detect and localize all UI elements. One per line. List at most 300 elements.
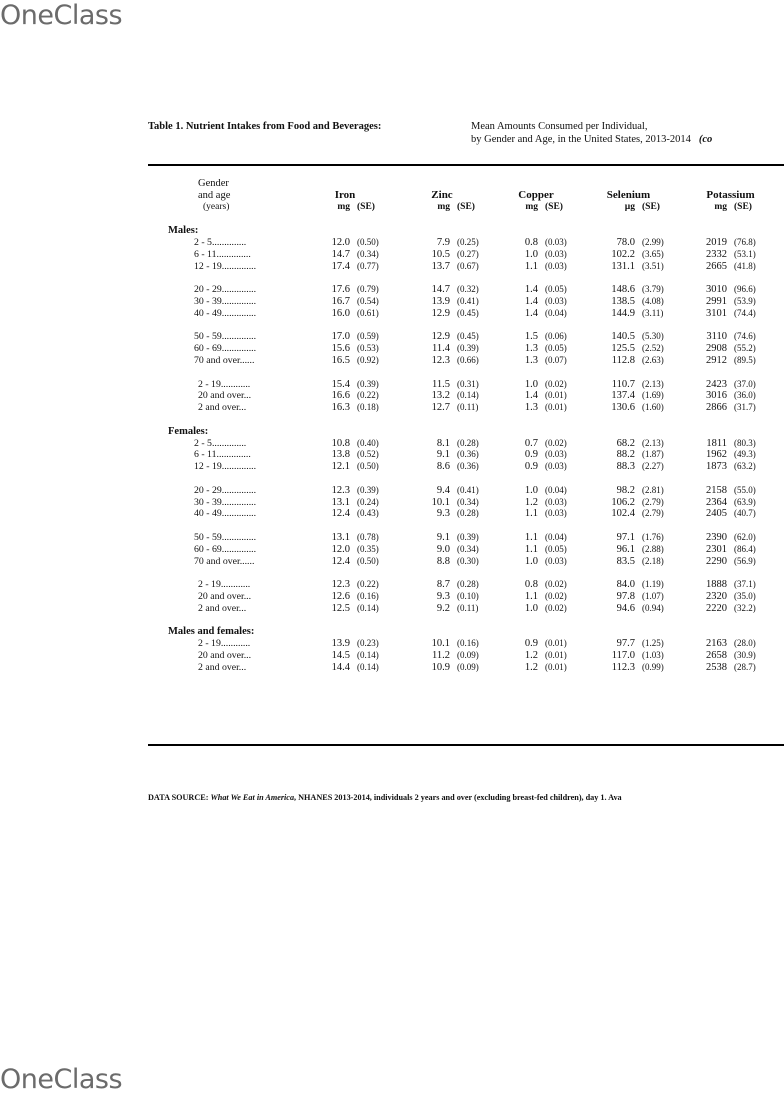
table-row <box>148 591 784 603</box>
se-cell: (37.0) <box>734 378 756 389</box>
value-cell: 13.1 <box>331 496 350 508</box>
se-cell: (0.02) <box>545 437 567 448</box>
se-cell: (80.3) <box>734 437 756 448</box>
value-cell: 1.1 <box>524 508 538 520</box>
se-cell: (0.16) <box>457 638 479 649</box>
table-row <box>148 237 784 249</box>
se-cell: (0.94) <box>642 602 664 613</box>
spacer-row <box>148 567 784 579</box>
se-cell: (0.03) <box>545 449 567 460</box>
value-cell: 14.7 <box>331 248 350 260</box>
se-cell: (0.03) <box>545 496 567 507</box>
se-cell: (0.03) <box>545 508 567 519</box>
se-cell: (74.6) <box>734 331 756 342</box>
value-cell: 1.2 <box>524 496 538 508</box>
se-cell: (0.24) <box>357 496 379 507</box>
age-label: 40 - 49.............. <box>194 508 257 520</box>
se-cell: (0.02) <box>545 590 567 601</box>
value-cell: 9.1 <box>436 531 450 543</box>
value-cell: 2390 <box>706 531 727 543</box>
value-cell: 148.6 <box>611 284 635 296</box>
value-cell: 0.7 <box>524 437 538 449</box>
age-label: 20 and over... <box>198 590 252 602</box>
value-cell: 2320 <box>706 590 727 602</box>
footer-source: What We Eat in America <box>210 793 295 802</box>
value-cell: 2538 <box>706 661 727 673</box>
value-cell: 88.2 <box>616 449 635 461</box>
age-label: 2 - 5.............. <box>194 236 247 248</box>
se-cell: (0.35) <box>357 543 379 554</box>
header-copper: Copper <box>518 188 554 201</box>
value-cell: 1.4 <box>524 307 538 319</box>
value-cell: 83.5 <box>616 555 635 567</box>
value-cell: 8.1 <box>436 437 450 449</box>
section-header-row <box>148 426 784 438</box>
header-se: (SE) <box>734 201 752 212</box>
value-cell: 112.8 <box>611 354 635 366</box>
value-cell: 12.4 <box>331 508 350 520</box>
se-cell: (0.01) <box>545 649 567 660</box>
table-row <box>148 650 784 662</box>
age-label: 12 - 19.............. <box>194 260 257 272</box>
se-cell: (0.01) <box>545 638 567 649</box>
value-cell: 9.4 <box>436 484 450 496</box>
value-cell: 15.6 <box>331 343 350 355</box>
oneclass-logo-top: OneClass <box>0 0 123 31</box>
table-row <box>148 308 784 320</box>
value-cell: 130.6 <box>611 402 635 414</box>
value-cell: 10.1 <box>431 496 450 508</box>
table-title-line2-text: by Gender and Age, in the United States, 2013-2014 <box>471 134 691 145</box>
section-label: Females: <box>168 425 209 437</box>
table-row <box>148 508 784 520</box>
value-cell: 2019 <box>706 236 727 248</box>
se-cell: (56.9) <box>734 555 756 566</box>
se-cell: (0.01) <box>545 390 567 401</box>
value-cell: 1.3 <box>524 402 538 414</box>
bottom-rule <box>148 744 784 746</box>
se-cell: (55.2) <box>734 343 756 354</box>
value-cell: 1.0 <box>524 248 538 260</box>
value-cell: 2912 <box>706 354 727 366</box>
se-cell: (0.22) <box>357 579 379 590</box>
se-cell: (2.63) <box>642 354 664 365</box>
value-cell: 13.9 <box>331 638 350 650</box>
se-cell: (0.36) <box>457 449 479 460</box>
age-label: 2 - 19............ <box>198 638 251 650</box>
value-cell: 12.3 <box>331 579 350 591</box>
se-cell: (37.1) <box>734 579 756 590</box>
se-cell: (0.39) <box>357 378 379 389</box>
se-cell: (74.4) <box>734 307 756 318</box>
se-cell: (0.41) <box>457 484 479 495</box>
value-cell: 112.3 <box>611 661 635 673</box>
value-cell: 2332 <box>706 248 727 260</box>
value-cell: 9.2 <box>436 602 450 614</box>
se-cell: (0.22) <box>357 390 379 401</box>
age-label: 60 - 69.............. <box>194 543 257 555</box>
se-cell: (0.50) <box>357 236 379 247</box>
table-row <box>148 579 784 591</box>
se-cell: (0.99) <box>642 661 664 672</box>
table-body <box>148 213 784 685</box>
se-cell: (0.28) <box>457 579 479 590</box>
spacer-row <box>148 367 784 379</box>
table-row <box>148 603 784 615</box>
se-cell: (2.99) <box>642 236 664 247</box>
value-cell: 14.7 <box>431 284 450 296</box>
table-row <box>148 249 784 261</box>
spacer-row <box>148 614 784 626</box>
se-cell: (0.59) <box>357 331 379 342</box>
table-row <box>148 261 784 273</box>
value-cell: 12.1 <box>331 461 350 473</box>
se-cell: (0.18) <box>357 402 379 413</box>
value-cell: 2163 <box>706 638 727 650</box>
se-cell: (0.07) <box>545 354 567 365</box>
header-iron: Iron <box>334 188 356 201</box>
value-cell: 97.1 <box>616 531 635 543</box>
value-cell: 2158 <box>706 484 727 496</box>
spacer-row <box>148 320 784 332</box>
se-cell: (96.6) <box>734 284 756 295</box>
se-cell: (0.10) <box>457 590 479 601</box>
table-row <box>148 343 784 355</box>
value-cell: 16.3 <box>331 402 350 414</box>
se-cell: (5.30) <box>642 331 664 342</box>
section-header-row <box>148 626 784 638</box>
se-cell: (0.52) <box>357 449 379 460</box>
value-cell: 131.1 <box>611 260 635 272</box>
se-cell: (1.25) <box>642 638 664 649</box>
se-cell: (2.79) <box>642 508 664 519</box>
value-cell: 2866 <box>706 402 727 414</box>
table-row <box>148 402 784 414</box>
se-cell: (3.11) <box>642 307 664 318</box>
value-cell: 1.4 <box>524 295 538 307</box>
footer-label: DATA SOURCE: <box>148 793 209 802</box>
se-cell: (0.41) <box>457 295 479 306</box>
value-cell: 1.4 <box>524 390 538 402</box>
age-label: 2 - 19............ <box>198 579 251 591</box>
value-cell: 8.7 <box>436 579 450 591</box>
table-row <box>148 390 784 402</box>
se-cell: (0.16) <box>357 590 379 601</box>
se-cell: (0.39) <box>457 343 479 354</box>
se-cell: (0.09) <box>457 649 479 660</box>
header-age: and age <box>198 189 231 201</box>
se-cell: (0.34) <box>457 496 479 507</box>
value-cell: 97.8 <box>616 590 635 602</box>
age-label: 6 - 11.............. <box>194 449 251 461</box>
se-cell: (0.27) <box>457 248 479 259</box>
value-cell: 13.8 <box>331 449 350 461</box>
value-cell: 2301 <box>706 543 727 555</box>
se-cell: (0.36) <box>457 461 479 472</box>
value-cell: 106.2 <box>611 496 635 508</box>
header-se: (SE) <box>457 201 475 212</box>
se-cell: (53.9) <box>734 295 756 306</box>
oneclass-logo-bottom: OneClass <box>0 1064 123 1095</box>
value-cell: 98.2 <box>616 484 635 496</box>
value-cell: 1.0 <box>524 602 538 614</box>
value-cell: 12.3 <box>331 484 350 496</box>
data-source-footer <box>148 793 622 802</box>
value-cell: 2991 <box>706 295 727 307</box>
value-cell: 68.2 <box>616 437 635 449</box>
table-row <box>148 556 784 568</box>
se-cell: (3.65) <box>642 248 664 259</box>
header-years: (years) <box>203 201 230 212</box>
value-cell: 1.1 <box>524 590 538 602</box>
se-cell: (0.04) <box>545 307 567 318</box>
se-cell: (3.51) <box>642 260 664 271</box>
value-cell: 2364 <box>706 496 727 508</box>
value-cell: 117.0 <box>611 649 635 661</box>
value-cell: 15.4 <box>331 378 350 390</box>
value-cell: 10.5 <box>431 248 450 260</box>
value-cell: 110.7 <box>611 378 635 390</box>
table-row <box>148 638 784 650</box>
value-cell: 12.4 <box>331 555 350 567</box>
header-zinc: Zinc <box>431 188 453 201</box>
value-cell: 8.8 <box>436 555 450 567</box>
age-label: 70 and over...... <box>194 555 255 567</box>
spacer-row <box>148 520 784 532</box>
age-label: 2 - 19............ <box>198 378 251 390</box>
value-cell: 16.6 <box>331 390 350 402</box>
value-cell: 9.3 <box>436 508 450 520</box>
header-unit: µg <box>624 201 635 212</box>
se-cell: (1.07) <box>642 590 664 601</box>
table-title-continued: (co <box>698 134 713 145</box>
value-cell: 0.8 <box>524 579 538 591</box>
se-cell: (0.03) <box>545 461 567 472</box>
age-label: 20 - 29.............. <box>194 484 257 496</box>
se-cell: (0.11) <box>457 402 479 413</box>
se-cell: (0.06) <box>545 331 567 342</box>
age-label: 60 - 69.............. <box>194 343 257 355</box>
value-cell: 13.2 <box>431 390 450 402</box>
section-header-row <box>148 225 784 237</box>
se-cell: (0.28) <box>457 437 479 448</box>
value-cell: 96.1 <box>616 543 635 555</box>
se-cell: (0.66) <box>457 354 479 365</box>
spacer-row <box>148 473 784 485</box>
se-cell: (0.39) <box>457 531 479 542</box>
se-cell: (0.67) <box>457 260 479 271</box>
se-cell: (0.79) <box>357 284 379 295</box>
nutrient-table <box>148 178 784 685</box>
se-cell: (0.14) <box>357 661 379 672</box>
age-label: 12 - 19.............. <box>194 461 257 473</box>
value-cell: 9.0 <box>436 543 450 555</box>
age-label: 70 and over...... <box>194 354 255 366</box>
value-cell: 3010 <box>706 284 727 296</box>
value-cell: 97.7 <box>616 638 635 650</box>
se-cell: (0.50) <box>357 555 379 566</box>
value-cell: 7.9 <box>436 236 450 248</box>
value-cell: 88.3 <box>616 461 635 473</box>
value-cell: 3101 <box>706 307 727 319</box>
header-se: (SE) <box>357 201 375 212</box>
se-cell: (63.2) <box>734 461 756 472</box>
se-cell: (62.0) <box>734 531 756 542</box>
table-row <box>148 497 784 509</box>
se-cell: (0.28) <box>457 508 479 519</box>
se-cell: (0.77) <box>357 260 379 271</box>
value-cell: 2658 <box>706 649 727 661</box>
age-label: 20 and over... <box>198 649 252 661</box>
table-row <box>148 461 784 473</box>
se-cell: (0.39) <box>357 484 379 495</box>
se-cell: (0.14) <box>457 390 479 401</box>
value-cell: 2290 <box>706 555 727 567</box>
se-cell: (0.03) <box>545 555 567 566</box>
value-cell: 3110 <box>706 331 727 343</box>
table-row <box>148 532 784 544</box>
value-cell: 1.1 <box>524 543 538 555</box>
se-cell: (63.9) <box>734 496 756 507</box>
value-cell: 0.9 <box>524 449 538 461</box>
se-cell: (3.79) <box>642 284 664 295</box>
se-cell: (0.40) <box>357 437 379 448</box>
se-cell: (0.43) <box>357 508 379 519</box>
se-cell: (2.18) <box>642 555 664 566</box>
value-cell: 17.4 <box>331 260 350 272</box>
value-cell: 102.4 <box>611 508 635 520</box>
age-label: 6 - 11.............. <box>194 248 251 260</box>
se-cell: (35.0) <box>734 590 756 601</box>
se-cell: (0.61) <box>357 307 379 318</box>
se-cell: (2.52) <box>642 343 664 354</box>
se-cell: (0.30) <box>457 555 479 566</box>
header-selenium: Selenium <box>606 188 651 201</box>
value-cell: 1.5 <box>524 331 538 343</box>
se-cell: (31.7) <box>734 402 756 413</box>
value-cell: 11.2 <box>432 649 450 661</box>
table-row <box>148 284 784 296</box>
value-cell: 1888 <box>706 579 727 591</box>
spacer-row <box>148 673 784 685</box>
age-label: 30 - 39.............. <box>194 496 257 508</box>
se-cell: (2.27) <box>642 461 664 472</box>
se-cell: (0.34) <box>357 248 379 259</box>
value-cell: 125.5 <box>611 343 635 355</box>
value-cell: 14.5 <box>331 649 350 661</box>
se-cell: (0.03) <box>545 236 567 247</box>
value-cell: 10.8 <box>331 437 350 449</box>
se-cell: (0.92) <box>357 354 379 365</box>
value-cell: 84.0 <box>616 579 635 591</box>
value-cell: 1873 <box>706 461 727 473</box>
header-unit: mg <box>525 201 538 212</box>
se-cell: (0.04) <box>545 484 567 495</box>
value-cell: 1.1 <box>524 531 538 543</box>
value-cell: 14.4 <box>331 661 350 673</box>
se-cell: (0.01) <box>545 402 567 413</box>
value-cell: 16.5 <box>331 354 350 366</box>
section-label: Males and females: <box>168 626 255 638</box>
se-cell: (4.08) <box>642 295 664 306</box>
header-se: (SE) <box>545 201 563 212</box>
value-cell: 2405 <box>706 508 727 520</box>
value-cell: 2423 <box>706 378 727 390</box>
age-label: 2 - 5.............. <box>194 437 247 449</box>
table-row <box>148 379 784 391</box>
value-cell: 10.1 <box>431 638 450 650</box>
value-cell: 78.0 <box>616 236 635 248</box>
table-row <box>148 449 784 461</box>
se-cell: (36.0) <box>734 390 756 401</box>
spacer-row <box>148 272 784 284</box>
se-cell: (0.32) <box>457 284 479 295</box>
se-cell: (0.45) <box>457 307 479 318</box>
age-label: 40 - 49.............. <box>194 307 257 319</box>
se-cell: (1.60) <box>642 402 664 413</box>
se-cell: (0.02) <box>545 579 567 590</box>
se-cell: (0.02) <box>545 602 567 613</box>
value-cell: 2908 <box>706 343 727 355</box>
value-cell: 9.3 <box>436 590 450 602</box>
value-cell: 1.4 <box>524 284 538 296</box>
age-label: 2 and over... <box>198 402 247 414</box>
value-cell: 1962 <box>706 449 727 461</box>
se-cell: (2.79) <box>642 496 664 507</box>
se-cell: (0.14) <box>357 649 379 660</box>
header-se: (SE) <box>642 201 660 212</box>
se-cell: (28.0) <box>734 638 756 649</box>
age-label: 30 - 39.............. <box>194 295 257 307</box>
se-cell: (1.03) <box>642 649 664 660</box>
se-cell: (0.53) <box>357 343 379 354</box>
se-cell: (1.76) <box>642 531 664 542</box>
value-cell: 138.5 <box>611 295 635 307</box>
header-unit: mg <box>714 201 727 212</box>
value-cell: 0.9 <box>524 638 538 650</box>
value-cell: 11.5 <box>432 378 450 390</box>
value-cell: 137.4 <box>611 390 635 402</box>
value-cell: 17.6 <box>331 284 350 296</box>
se-cell: (0.03) <box>545 260 567 271</box>
se-cell: (0.11) <box>457 602 479 613</box>
value-cell: 13.9 <box>431 295 450 307</box>
se-cell: (41.8) <box>734 260 756 271</box>
se-cell: (30.9) <box>734 649 756 660</box>
value-cell: 1.0 <box>524 555 538 567</box>
age-label: 20 - 29.............. <box>194 284 257 296</box>
age-label: 50 - 59.............. <box>194 331 257 343</box>
value-cell: 0.8 <box>524 236 538 248</box>
value-cell: 12.0 <box>331 543 350 555</box>
age-label: 50 - 59.............. <box>194 531 257 543</box>
value-cell: 0.9 <box>524 461 538 473</box>
value-cell: 12.7 <box>431 402 450 414</box>
se-cell: (0.54) <box>357 295 379 306</box>
se-cell: (0.05) <box>545 284 567 295</box>
table-title-line2 <box>471 134 712 145</box>
se-cell: (0.78) <box>357 531 379 542</box>
header-unit: mg <box>337 201 350 212</box>
value-cell: 13.7 <box>431 260 450 272</box>
se-cell: (0.02) <box>545 378 567 389</box>
se-cell: (86.4) <box>734 543 756 554</box>
table-title-bold: Table 1. Nutrient Intakes from Food and Beverages: <box>148 121 382 132</box>
se-cell: (49.3) <box>734 449 756 460</box>
value-cell: 2220 <box>706 602 727 614</box>
table-title-line1: Mean Amounts Consumed per Individual, <box>471 121 648 132</box>
top-rule <box>148 164 784 166</box>
